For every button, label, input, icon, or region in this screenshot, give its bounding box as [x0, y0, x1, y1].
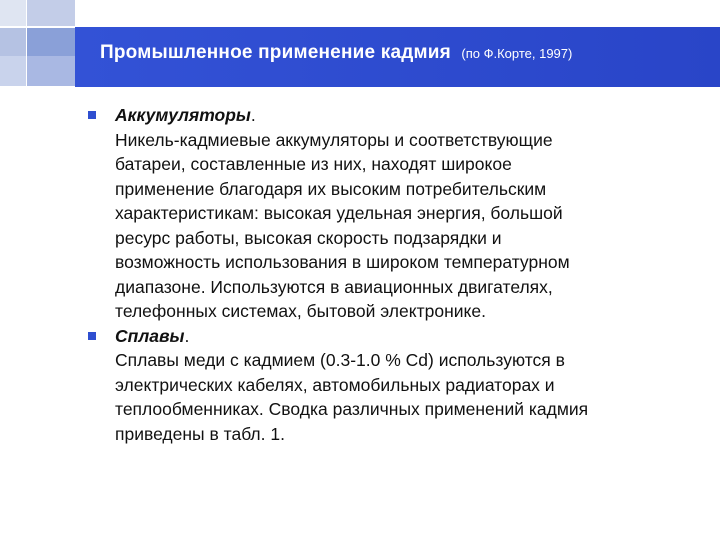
slide-body	[85, 103, 685, 446]
heading-suffix: .	[250, 105, 256, 125]
text-line: электрических кабелях, автомобильных радиаторах и	[115, 374, 555, 395]
bullet-item	[85, 103, 685, 324]
decor-square	[0, 56, 26, 86]
square-bullet-icon	[88, 332, 96, 340]
text-line: телефонных системах, бытовой электронике.	[115, 301, 486, 321]
bullet-heading-line	[115, 103, 685, 128]
decor-square	[27, 0, 75, 26]
text-line: Никель-кадмиевые аккумуляторы и соответствующие	[115, 129, 553, 150]
title-source: (по Ф.Корте, 1997)	[461, 46, 573, 61]
text-line: ресурс работы, высокая скорость подзарядки и	[115, 227, 502, 248]
bullet-heading-line	[115, 324, 685, 349]
decor-square	[27, 56, 75, 86]
bullet-text	[115, 324, 685, 447]
text-line: диапазоне. Используются в авиационных двигателях,	[115, 276, 553, 297]
bullet-heading: Сплавы	[115, 325, 185, 346]
decor-square	[0, 28, 26, 56]
bullet-heading: Аккумуляторы	[115, 105, 251, 125]
slide-title	[100, 42, 710, 64]
text-line: Сплавы меди с кадмием (0.3-1.0 % Cd) используются в	[115, 350, 565, 370]
text-line: батареи, составленные из них, находят широкое	[115, 154, 512, 174]
text-line: теплообменниках. Сводка различных применений кадмия	[115, 399, 589, 419]
bullet-item	[85, 324, 685, 447]
text-line: применение благодаря их высоким потребительским	[115, 178, 547, 199]
text-line: приведены в табл. 1.	[115, 423, 285, 444]
title-divider	[75, 88, 720, 91]
text-line: характеристикам: высокая удельная энергия, большой	[115, 203, 563, 223]
bullet-text	[115, 103, 685, 324]
heading-suffix: .	[184, 325, 190, 346]
square-bullet-icon	[88, 111, 96, 119]
decor-square	[0, 0, 26, 26]
decor-square	[27, 28, 75, 56]
text-line: возможность использования в широком температурном	[115, 252, 570, 272]
title-main: Промышленное применение кадмия	[100, 42, 451, 63]
